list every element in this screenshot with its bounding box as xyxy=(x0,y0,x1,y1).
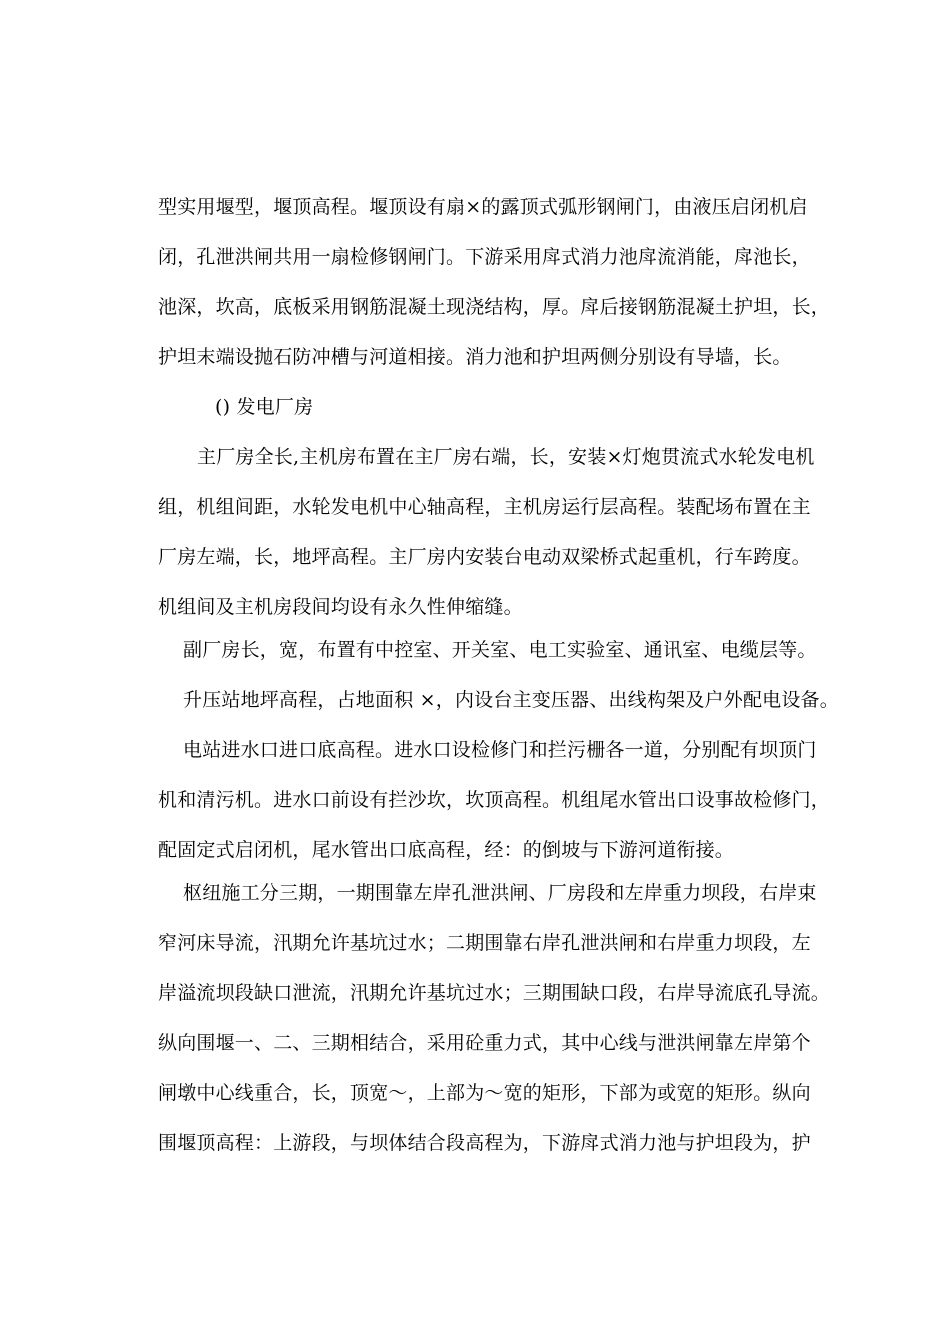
text-line: 机组间及主机房段间均设有永久性伸缩缝。 xyxy=(158,596,523,618)
text-line: 配固定式启闭机，尾水管出口底高程，经：的倒坡与下游河道衔接。 xyxy=(158,839,735,861)
text-line: 主厂房全长,主机房布置在主厂房右端，长，安装×灯炮贯流式水轮发电机 xyxy=(197,446,815,468)
text-line: 岸溢流坝段缺口泄流，汛期允许基坑过水；三期围缺口段，右岸导流底孔导流。 xyxy=(158,982,831,1004)
text-line: 升压站地坪高程，占地面积 ×，内设台主变压器、出线构架及户外配电设备。 xyxy=(183,689,839,711)
text-line: 护坦末端设抛石防冲槽与河道相接。消力池和护坦两侧分别设有导墙，长。 xyxy=(158,346,792,368)
text-line: 围堰顶高程：上游段，与坝体结合段高程为，下游戽式消力池与护坦段为，护 xyxy=(158,1132,811,1154)
text-line: 闸墩中心线重合，长，顶宽～，上部为～宽的矩形，下部为或宽的矩形。纵向 xyxy=(158,1082,811,1104)
text-line: 电站进水口进口底高程。进水口设检修门和拦污栅各一道，分别配有坝顶门 xyxy=(183,739,817,761)
text-line: 型实用堰型，堰顶高程。堰顶设有扇×的露顶式弧形钢闸门，由液压启闭机启 xyxy=(158,196,808,218)
text-line: 枢纽施工分三期，一期围靠左岸孔泄洪闸、厂房段和左岸重力坝段，右岸束 xyxy=(183,882,817,904)
text-line: 纵向围堰一、二、三期相结合，采用砼重力式，其中心线与泄洪闸靠左岸第个 xyxy=(158,1032,811,1054)
text-line: 组，机组间距，水轮发电机中心轴高程，主机房运行层高程。装配场布置在主 xyxy=(158,496,811,518)
text-line: 机和清污机。进水口前设有拦沙坎，坎顶高程。机组尾水管出口设事故检修门， xyxy=(158,789,831,811)
section-heading: () 发电厂房 xyxy=(215,396,314,418)
text-line: 窄河床导流，汛期允许基坑过水；二期围靠右岸孔泄洪闸和右岸重力坝段，左 xyxy=(158,932,811,954)
text-line: 厂房左端，长，地坪高程。主厂房内安装台电动双梁桥式起重机，行车跨度。 xyxy=(158,546,811,568)
text-line: 闭，孔泄洪闸共用一扇检修钢闸门。下游采用戽式消力池戽流消能，戽池长， xyxy=(158,246,811,268)
text-line: 池深，坎高，底板采用钢筋混凝土现浇结构，厚。戽后接钢筋混凝土护坦，长， xyxy=(158,296,831,318)
text-line: 副厂房长，宽，布置有中控室、开关室、电工实验室、通讯室、电缆层等。 xyxy=(183,639,817,661)
